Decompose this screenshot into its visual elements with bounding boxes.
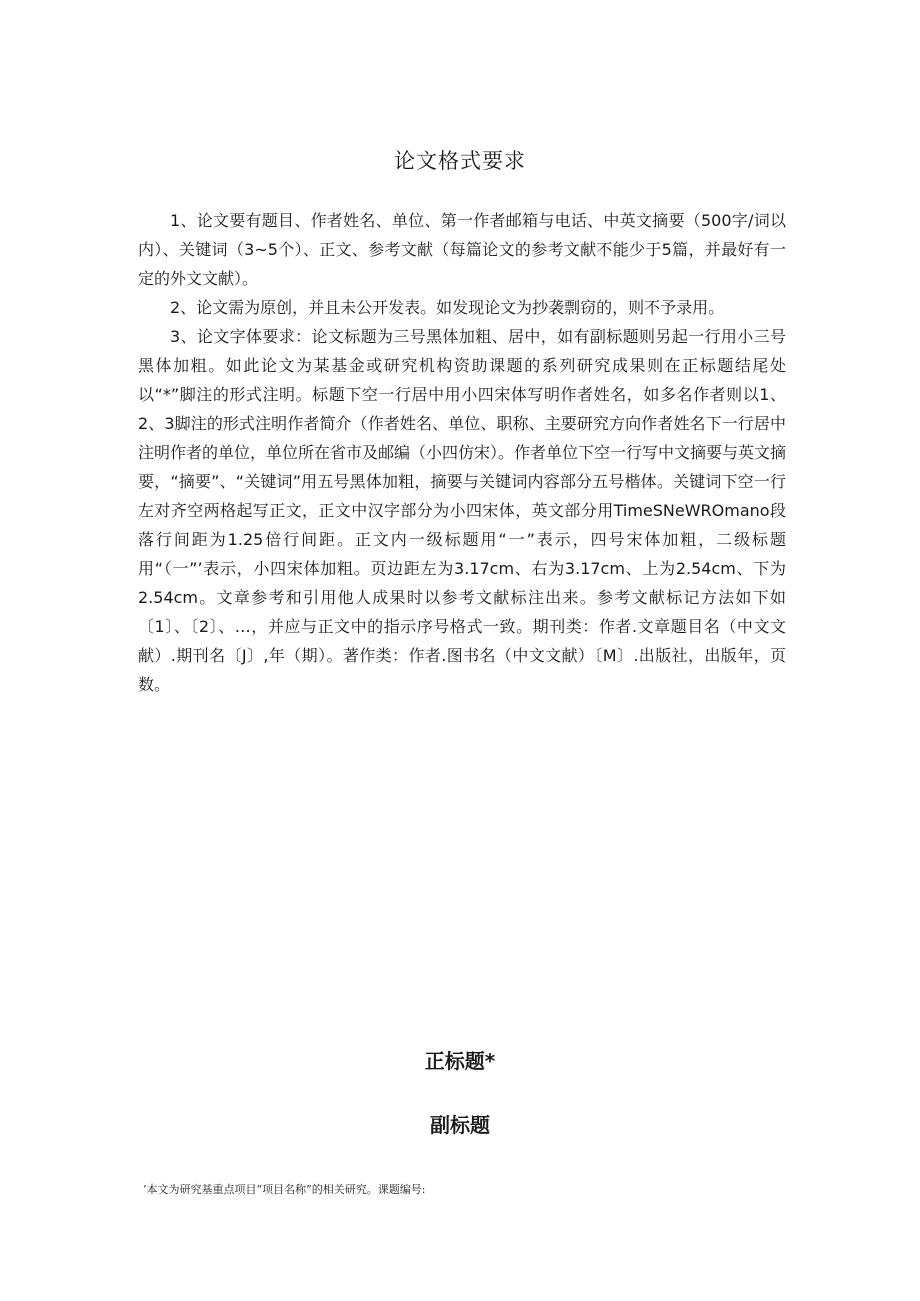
footnote: ‘本文为研究基重点项目“项目名称”的相关研究。课题编号: xyxy=(143,1183,426,1196)
requirement-paragraph-2: 2、论文需为原创，并且未公开发表。如发现论文为抄袭剽窃的，则不予录用。 xyxy=(170,298,725,317)
sample-sub-title: 副标题 xyxy=(430,1113,490,1137)
requirement-paragraph-3: 3、论文字体要求：论文标题为三号黑体加粗、居中，如有副标题则另起一行用小三号黑体加粗。如此论文为某基金或研究机构资助课题的系列研究成果则在正标题结尾处以“*”脚注的形式注明。标题下空一行居中用小四宋体写明作者姓名，如多名作者则以1、2、3脚注的形式注明作者简介（作者姓名、单位、职称、主要研究方向作者姓名下一行居中注明作者的单位，单位所在省市及邮编（小四仿宋）。作者单位下空一行写中文摘要与英文摘要，“摘要”、“关键词”用五号黑体加粗，摘要与关键词内容部分五号楷体。关键词下空一行左对齐空两格起写正文，正文中汉字部分为小四宋体，英文部分用TimeSNeWROmano段落行间距为1.25倍行间距。正文内一级标题用“一”表示，四号宋体加粗，二级标题用“（一”’表示，小四宋体加粗。页边距左为3.17cm、右为3.17cm、上为2.54cm、下为2.54cm。文章参考和引用他人成果时以参考文献标注出来。参考文献标记方法如下如〔1〕、〔2〕、…，并应与正文中的指示序号格式一致。期刊类：作者.文章题目名（中文文献）.期刊名〔J〕,年（期）。著作类：作者.图书名（中文文献）〔M〕.出版社，出版年，页数。 xyxy=(138,327,787,694)
sample-main-title: 正标题* xyxy=(424,1049,496,1073)
requirements-body xyxy=(138,206,786,699)
requirement-paragraph-1: 1、论文要有题目、作者姓名、单位、第一作者邮箱与电话、中英文摘要（500字/词以内）、关键词（3~5个）、正文、参考文献（每篇论文的参考文献不能少于5篇，并最好有一定的外文文献）。 xyxy=(138,211,786,288)
document-title: 论文格式要求 xyxy=(394,149,526,173)
